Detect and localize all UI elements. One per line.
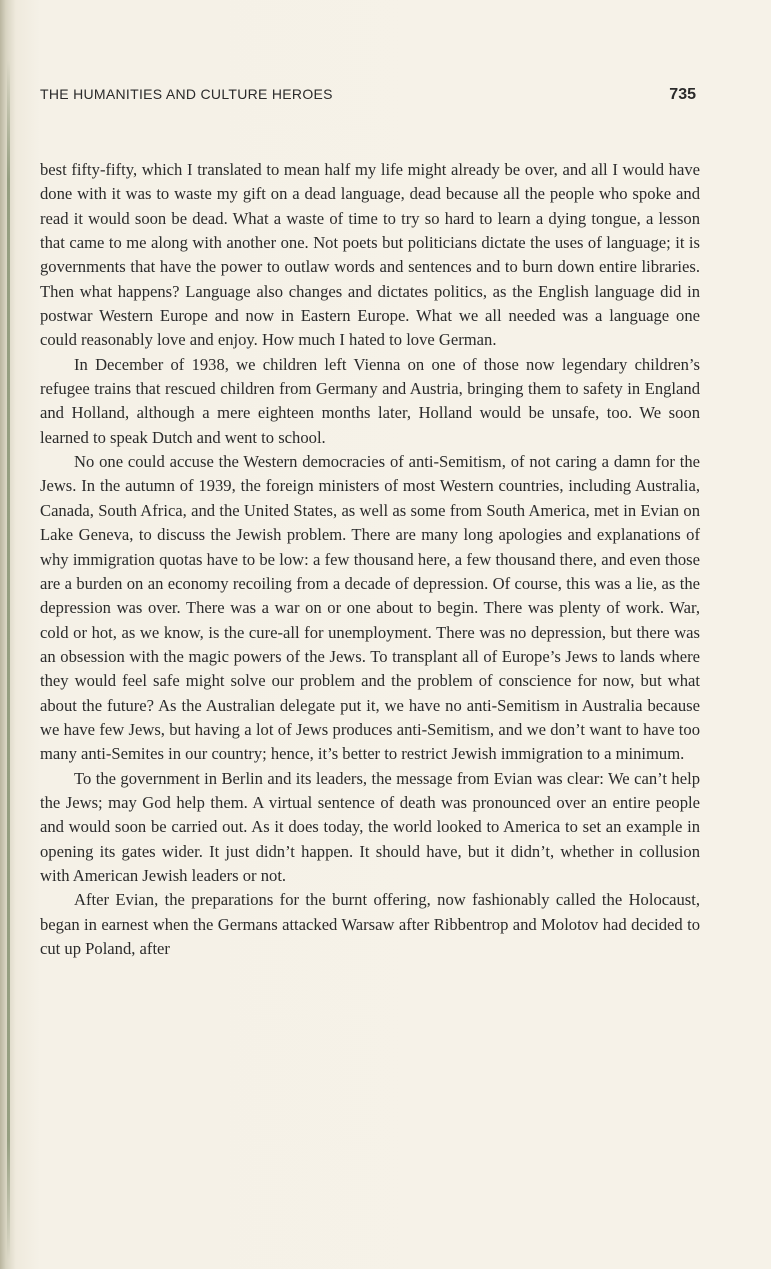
paragraph: No one could accuse the Western democracies of anti-Semitism, of not caring a damn for the Jews. In the autumn of 1939, the foreign ministers of most Western countries, including Australia, Canada, South Africa, and the United States, as well as some from South America, met in Evian on Lake Geneva, to discuss the Jewish problem. There are many long apologies and explanations of why immigration quotas have to be low: a few thousand here, a few thousand there, and even those are a burden on an economy recoiling from a decade of depression. Of course, this was a lie, as the depression was over. There was a war on or one about to begin. There was plenty of work. War, cold or hot, as we know, is the cure-all for unemployment. There was no depression, but there was an obsession with the magic powers of the Jews. To transplant all of Europe’s Jews to lands where they would feel safe might solve our problem and the problem of conscience for now, but what about the future? As the Australian delegate put it, we have no anti-Semitism in Australia because we have few Jews, but having a lot of Jews produces anti-Semitism, and we don’t want to have too many anti-Semites in our country; hence, it’s better to restrict Jewish immigration to a minimum. [40, 452, 700, 764]
running-header [40, 86, 696, 104]
page-number: 735 [669, 86, 696, 103]
paragraph: To the government in Berlin and its leaders, the message from Evian was clear: We can’t help the Jews; may God help them. A virtual sentence of death was pronounced over an entire people and would soon be carried out. As it does today, the world looked to America to set an example in opening its gates wider. It just didn’t happen. It should have, but it didn’t, whether in collusion with American Jewish leaders or not. [40, 768, 700, 885]
binding-gutter [7, 60, 10, 1260]
paragraph: After Evian, the preparations for the burnt offering, now fashionably called the Holocaust, began in earnest when the Germans attacked Warsaw after Ribbentrop and Molotov had decided to cut up Poland, after [40, 890, 700, 958]
paragraph: best fifty-fifty, which I translated to mean half my life might already be over, and all I would have done with it was to waste my gift on a dead language, dead because all the people who spoke and read it would soon be dead. What a waste of time to try so hard to learn a dying tongue, a lesson that came to me along with another one. Not poets but politicians dictate the uses of language; it is governments that have the power to outlaw words and sentences and to burn down entire libraries. Then what happens? Language also changes and dictates politics, as the English language did in postwar Western Europe and now in Eastern Europe. What we all needed was a language one could reasonably love and enjoy. How much I hated to love German. [40, 160, 700, 350]
running-title: THE HUMANITIES AND CULTURE HEROES [40, 86, 333, 102]
body-text [40, 158, 700, 961]
paragraph: In December of 1938, we children left Vienna on one of those now legendary children’s refugee trains that rescued children from Germany and Austria, bringing them to safety in England and Holland, although a mere eighteen months later, Holland would be unsafe, too. We soon learned to speak Dutch and went to school. [40, 354, 700, 447]
